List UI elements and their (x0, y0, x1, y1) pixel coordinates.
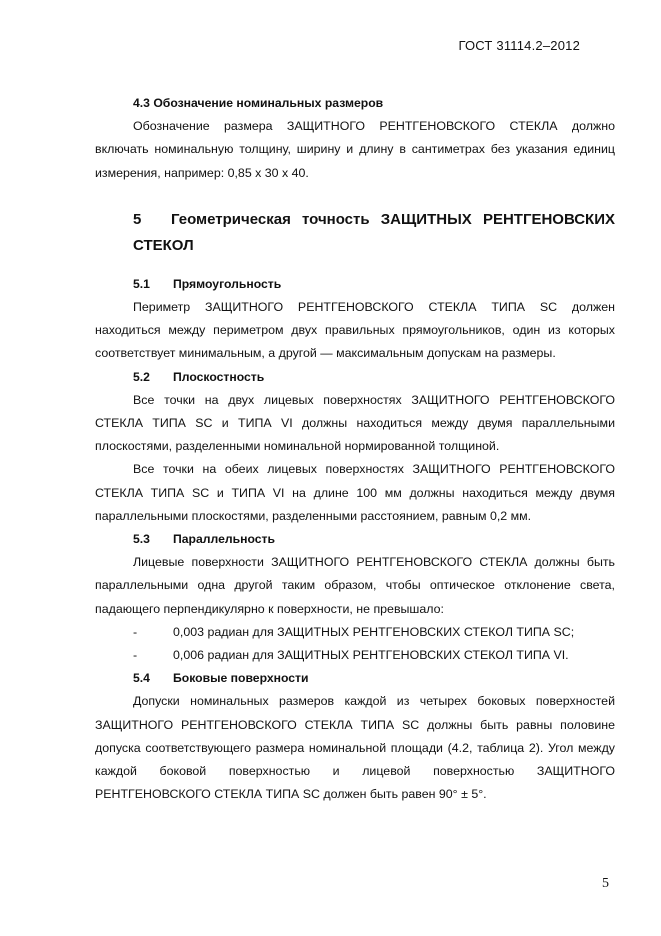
subsection-5-3-heading (95, 528, 615, 551)
subsection-5-1-heading (95, 273, 615, 296)
subsection-5-4-text: Допуски номинальных размеров каждой из четырех боковых поверхностей ЗАЩИТНОГО РЕНТГЕНОВСКОГО СТЕКЛА ТИПА SC должны быть равны половине допуска соответствующего размера номинальной площади (4.2, таблица 2). Угол между каждой боковой поверхностью и лицевой поверхностью ЗАЩИТНОГО РЕНТГЕНОВСКОГО СТЕКЛА ТИПА SC должен быть равен 90° ± 5°. (95, 694, 615, 802)
list-item (95, 621, 615, 644)
subsection-5-2-title: Плоскостность (173, 369, 265, 384)
subsection-5-3-title: Параллельность (173, 532, 275, 547)
subsection-5-2-text-2: Все точки на обеих лицевых поверхностях ЗАЩИТНОГО РЕНТГЕНОВСКОГО СТЕКЛА ТИПА SC и ТИПА VI на длине 100 мм должны находиться между двумя параллельными плоскостями, разделенными расстоянием, равным 0,2 мм. (95, 462, 615, 523)
section-5-number: 5 (133, 210, 142, 228)
subsection-5-3-text: Лицевые поверхности ЗАЩИТНОГО РЕНТГЕНОВСКОГО СТЕКЛА должны быть параллельными одна другой таким образом, чтобы оптическое отклонение света, падающего перпендикулярно к поверхности, не превышало: (95, 555, 615, 616)
subsection-5-2-text-1: Все точки на двух лицевых поверхностях ЗАЩИТНОГО РЕНТГЕНОВСКОГО СТЕКЛА ТИПА SC и ТИПА VI должны находиться между двумя параллельными плоскостями, разделенными номинальной нормированной толщиной. (95, 392, 615, 454)
list-dash: - (133, 624, 138, 639)
section-5-title-line2: СТЕКОЛ (133, 236, 194, 254)
subsection-5-4-title: Боковые поверхности (173, 671, 309, 686)
list-item (95, 644, 615, 667)
subsection-5-2-number: 5.2 (133, 369, 150, 384)
document-id: ГОСТ 31114.2–2012 (458, 38, 580, 53)
section-5-heading (95, 207, 615, 259)
section-5-title-line1: Геометрическая точность ЗАЩИТНЫХ РЕНТГЕНОВСКИХ (171, 210, 615, 228)
subsection-5-4-number: 5.4 (133, 671, 150, 686)
list-item-text: 0,006 радиан для ЗАЩИТНЫХ РЕНТГЕНОВСКИХ СТЕКОЛ ТИПА VI. (173, 648, 569, 663)
subsection-4-3-title: 4.3 Обозначение номинальных размеров (133, 96, 384, 110)
subsection-5-3-number: 5.3 (133, 532, 150, 547)
subsection-5-2-heading (95, 366, 615, 389)
subsection-5-1-title: Прямоугольность (173, 276, 282, 291)
page-body (95, 92, 615, 806)
subsection-4-3-text: Обозначение размера ЗАЩИТНОГО РЕНТГЕНОВСКОГО СТЕКЛА должно включать номинальную толщину, ширину и длину в сантиметрах без указания единиц измерения, например: 0,85 х 30 х 40. (95, 119, 615, 180)
subsection-5-1-number: 5.1 (133, 276, 150, 291)
subsection-5-1-text: Периметр ЗАЩИТНОГО РЕНТГЕНОВСКОГО СТЕКЛА ТИПА SC должен находиться между периметром двух правильных прямоугольников, один из которых соответствует минимальным, а другой — максимальным допускам на размеры. (95, 300, 615, 361)
subsection-5-4-heading (95, 667, 615, 690)
list-dash: - (133, 648, 138, 663)
page-number: 5 (602, 876, 609, 891)
list-item-text: 0,003 радиан для ЗАЩИТНЫХ РЕНТГЕНОВСКИХ СТЕКОЛ ТИПА SC; (173, 624, 575, 639)
